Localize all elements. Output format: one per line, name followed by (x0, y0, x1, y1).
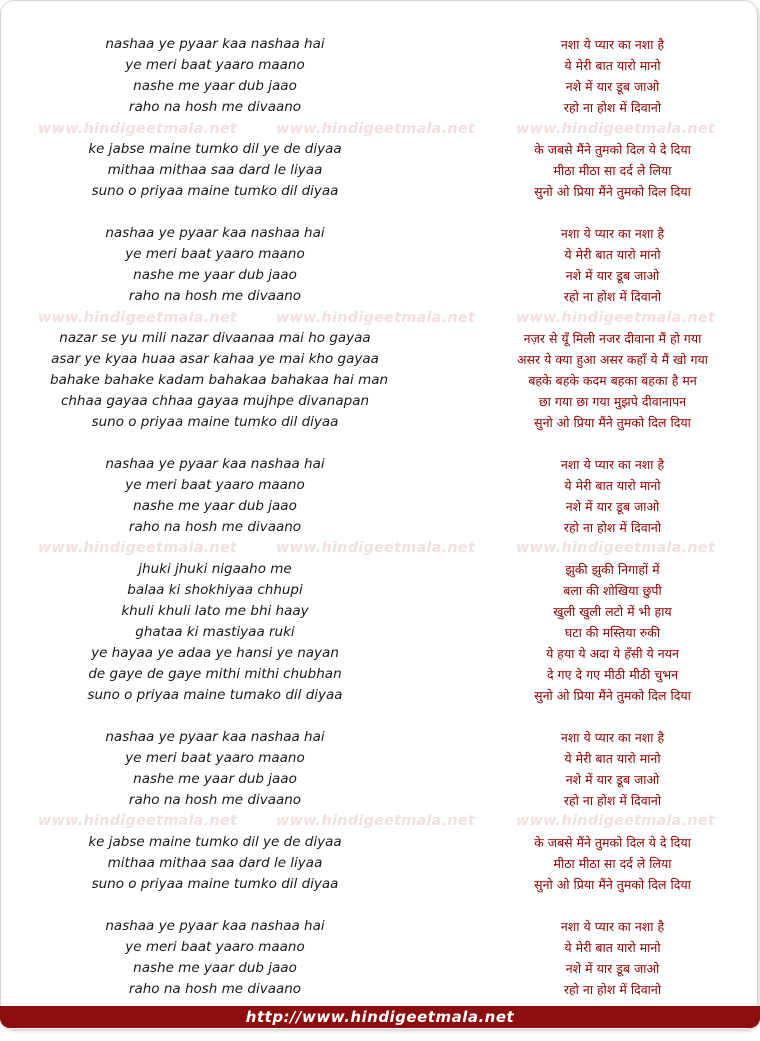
lyric-line (0, 160, 760, 181)
lyric-line (0, 181, 760, 202)
watermark-row (0, 308, 760, 328)
lyric-roman: nashaa ye pyaar kaa nashaa hai (105, 918, 325, 934)
lyric-roman: bahake bahake kadam bahakaa bahakaa hai man (50, 372, 389, 388)
lyric-line (0, 475, 760, 496)
lyric-roman: ye hayaa ye adaa ye hansi ye nayan (91, 645, 339, 661)
lyric-line (0, 979, 760, 1000)
lyric-hindi: ये मेरी बात यारो मानो (564, 478, 661, 493)
lyric-line (0, 517, 760, 538)
lyric-hindi: रहो ना होश में दिवानो (563, 289, 662, 304)
lyric-roman: raho na hosh me divaano (128, 981, 302, 997)
lyric-hindi: नशा ये प्यार का नशा है (560, 37, 665, 52)
lyric-hindi: रहो ना होश में दिवानो (563, 100, 662, 115)
lyric-roman: suno o priyaa maine tumko dil diyaa (91, 183, 339, 199)
lyric-hindi: के जबसे मैंने तुमको दिल ये दे दिया (534, 142, 691, 157)
lyric-roman: ye meri baat yaaro maano (125, 939, 305, 955)
lyric-line (0, 769, 760, 790)
watermark-text: www.hindigeetmala.net (515, 310, 716, 326)
lyric-line (0, 244, 760, 265)
watermark-text: www.hindigeetmala.net (275, 121, 476, 137)
lyric-line (0, 34, 760, 55)
lyric-line (0, 937, 760, 958)
lyric-roman: nashe me yaar dub jaao (133, 498, 297, 514)
watermark-text: www.hindigeetmala.net (37, 540, 238, 556)
lyric-line (0, 139, 760, 160)
lyric-hindi: नशा ये प्यार का नशा है (560, 730, 665, 745)
lyric-line (0, 790, 760, 811)
lyric-roman: nashaa ye pyaar kaa nashaa hai (105, 456, 325, 472)
lyric-hindi: मीठा मीठा सा दर्द ले लिया (553, 856, 672, 871)
watermark-row (0, 538, 760, 558)
lyric-roman: raho na hosh me divaano (128, 792, 302, 808)
lyric-line (0, 643, 760, 664)
watermark-text: www.hindigeetmala.net (515, 813, 716, 829)
lyric-roman: asar ye kyaa huaa asar kahaa ye mai kho gayaa (51, 351, 379, 367)
lyric-hindi: सुनो ओ प्रिया मैंने तुमको दिल दिया (534, 415, 691, 430)
lyric-hindi: नज़र से यूँ मिली नजर दीवाना मैं हो गया (523, 331, 702, 346)
watermark-text: www.hindigeetmala.net (515, 121, 716, 137)
lyric-line (0, 265, 760, 286)
lyric-roman: suno o priyaa maine tumko dil diyaa (91, 414, 339, 430)
lyric-hindi: खुली खुली लटो में भी हाय (553, 604, 672, 619)
lyric-roman: raho na hosh me divaano (128, 288, 302, 304)
lyric-line (0, 664, 760, 685)
watermark-row (0, 811, 760, 831)
watermark-text: www.hindigeetmala.net (37, 310, 238, 326)
lyric-hindi: असर ये क्या हुआ असर कहाँ ये मैं खो गया (516, 352, 708, 367)
lyric-roman: ye meri baat yaaro maano (125, 477, 305, 493)
lyric-hindi: सुनो ओ प्रिया मैंने तुमको दिल दिया (534, 688, 691, 703)
lyric-hindi: रहो ना होश में दिवानो (563, 520, 662, 535)
lyric-hindi: ये मेरी बात यारो मानो (564, 751, 661, 766)
lyric-line (0, 55, 760, 76)
lyric-roman: nashaa ye pyaar kaa nashaa hai (105, 36, 325, 52)
lyric-roman: suno o priyaa maine tumko dil diyaa (91, 876, 339, 892)
lyric-roman: de gaye de gaye mithi mithi chubhan (88, 666, 342, 682)
lyric-hindi: सुनो ओ प्रिया मैंने तुमको दिल दिया (534, 184, 691, 199)
lyric-line (0, 916, 760, 937)
lyric-line (0, 622, 760, 643)
lyric-line (0, 286, 760, 307)
lyric-hindi: झुकी झुकी निगाहों में (565, 562, 660, 577)
lyric-roman: nashe me yaar dub jaao (133, 267, 297, 283)
lyric-hindi: दे गए दे गए मीठी मीठी चुभन (546, 667, 679, 682)
lyric-roman: nashe me yaar dub jaao (133, 960, 297, 976)
lyric-roman: mithaa mithaa saa dard le liyaa (107, 855, 323, 871)
watermark-text: www.hindigeetmala.net (275, 310, 476, 326)
lyric-line (0, 727, 760, 748)
lyric-roman: nashe me yaar dub jaao (133, 771, 297, 787)
lyric-line (0, 748, 760, 769)
lyric-roman: khuli khuli lato me bhi haay (121, 603, 309, 619)
lyric-roman: ye meri baat yaaro maano (125, 750, 305, 766)
lyric-roman: raho na hosh me divaano (128, 99, 302, 115)
lyric-hindi: नशे में यार डूब जाओ (565, 961, 660, 976)
footer-url-bar[interactable]: http://www.hindigeetmala.net (0, 1006, 760, 1028)
watermark-text: www.hindigeetmala.net (37, 121, 238, 137)
lyric-line (0, 97, 760, 118)
lyric-roman: jhuki jhuki nigaaho me (138, 561, 292, 577)
lyric-line (0, 496, 760, 517)
lyric-line (0, 832, 760, 853)
lyric-roman: mithaa mithaa saa dard le liyaa (107, 162, 323, 178)
lyric-line (0, 853, 760, 874)
lyric-line (0, 412, 760, 433)
lyric-roman: ghataa ki mastiyaa ruki (135, 624, 295, 640)
watermark-row (0, 119, 760, 139)
lyric-line (0, 454, 760, 475)
watermark-text: www.hindigeetmala.net (275, 540, 476, 556)
lyric-line (0, 601, 760, 622)
lyric-roman: raho na hosh me divaano (128, 519, 302, 535)
lyric-hindi: ये मेरी बात यारो मानो (564, 940, 661, 955)
lyric-hindi: नशे में यार डूब जाओ (565, 499, 660, 514)
lyric-hindi: ये मेरी बात यारो मानो (564, 58, 661, 73)
lyric-roman: suno o priyaa maine tumako dil diyaa (87, 687, 343, 703)
lyric-roman: nashe me yaar dub jaao (133, 78, 297, 94)
lyric-roman: ke jabse maine tumko dil ye de diyaa (88, 834, 342, 850)
lyric-hindi: रहो ना होश में दिवानो (563, 982, 662, 997)
lyric-hindi: नशे में यार डूब जाओ (565, 79, 660, 94)
lyric-hindi: नशा ये प्यार का नशा है (560, 919, 665, 934)
lyric-roman: balaa ki shokhiyaa chhupi (127, 582, 303, 598)
lyric-roman: nazar se yu mili nazar divaanaa mai ho gayaa (59, 330, 371, 346)
lyric-hindi: मीठा मीठा सा दर्द ले लिया (553, 163, 672, 178)
lyric-hindi: सुनो ओ प्रिया मैंने तुमको दिल दिया (534, 877, 691, 892)
lyric-hindi: बला की शोखिया छुपी (563, 583, 662, 598)
lyric-roman: nashaa ye pyaar kaa nashaa hai (105, 225, 325, 241)
lyric-line (0, 370, 760, 391)
lyric-hindi: छा गया छा गया मुझपे दीवानापन (538, 394, 687, 409)
lyric-line (0, 685, 760, 706)
lyric-hindi: नशा ये प्यार का नशा है (560, 226, 665, 241)
lyric-roman: ye meri baat yaaro maano (125, 57, 305, 73)
lyric-hindi: घटा की मस्तिया रुकी (564, 625, 661, 640)
lyric-line (0, 580, 760, 601)
watermark-text: www.hindigeetmala.net (37, 813, 238, 829)
lyric-hindi: नशे में यार डूब जाओ (565, 268, 660, 283)
lyric-hindi: रहो ना होश में दिवानो (563, 793, 662, 808)
lyric-roman: nashaa ye pyaar kaa nashaa hai (105, 729, 325, 745)
lyric-roman: chhaa gayaa chhaa gayaa mujhpe divanapan (60, 393, 370, 409)
lyric-line (0, 349, 760, 370)
watermark-text: www.hindigeetmala.net (515, 540, 716, 556)
lyric-roman: ke jabse maine tumko dil ye de diyaa (88, 141, 342, 157)
watermark-text: www.hindigeetmala.net (275, 813, 476, 829)
lyric-line (0, 223, 760, 244)
lyric-hindi: के जबसे मैंने तुमको दिल ये दे दिया (534, 835, 691, 850)
lyric-line (0, 328, 760, 349)
lyric-line (0, 874, 760, 895)
lyric-line (0, 76, 760, 97)
lyric-hindi: नशा ये प्यार का नशा है (560, 457, 665, 472)
lyric-hindi: बहके बहके कदम बहका बहका है मन (528, 373, 697, 388)
lyric-line (0, 559, 760, 580)
lyric-roman: ye meri baat yaaro maano (125, 246, 305, 262)
lyric-hindi: नशे में यार डूब जाओ (565, 772, 660, 787)
lyric-hindi: ये हया ये अदा ये हँसी ये नयन (546, 646, 679, 661)
lyric-line (0, 958, 760, 979)
lyric-line (0, 391, 760, 412)
lyric-hindi: ये मेरी बात यारो मानो (564, 247, 661, 262)
